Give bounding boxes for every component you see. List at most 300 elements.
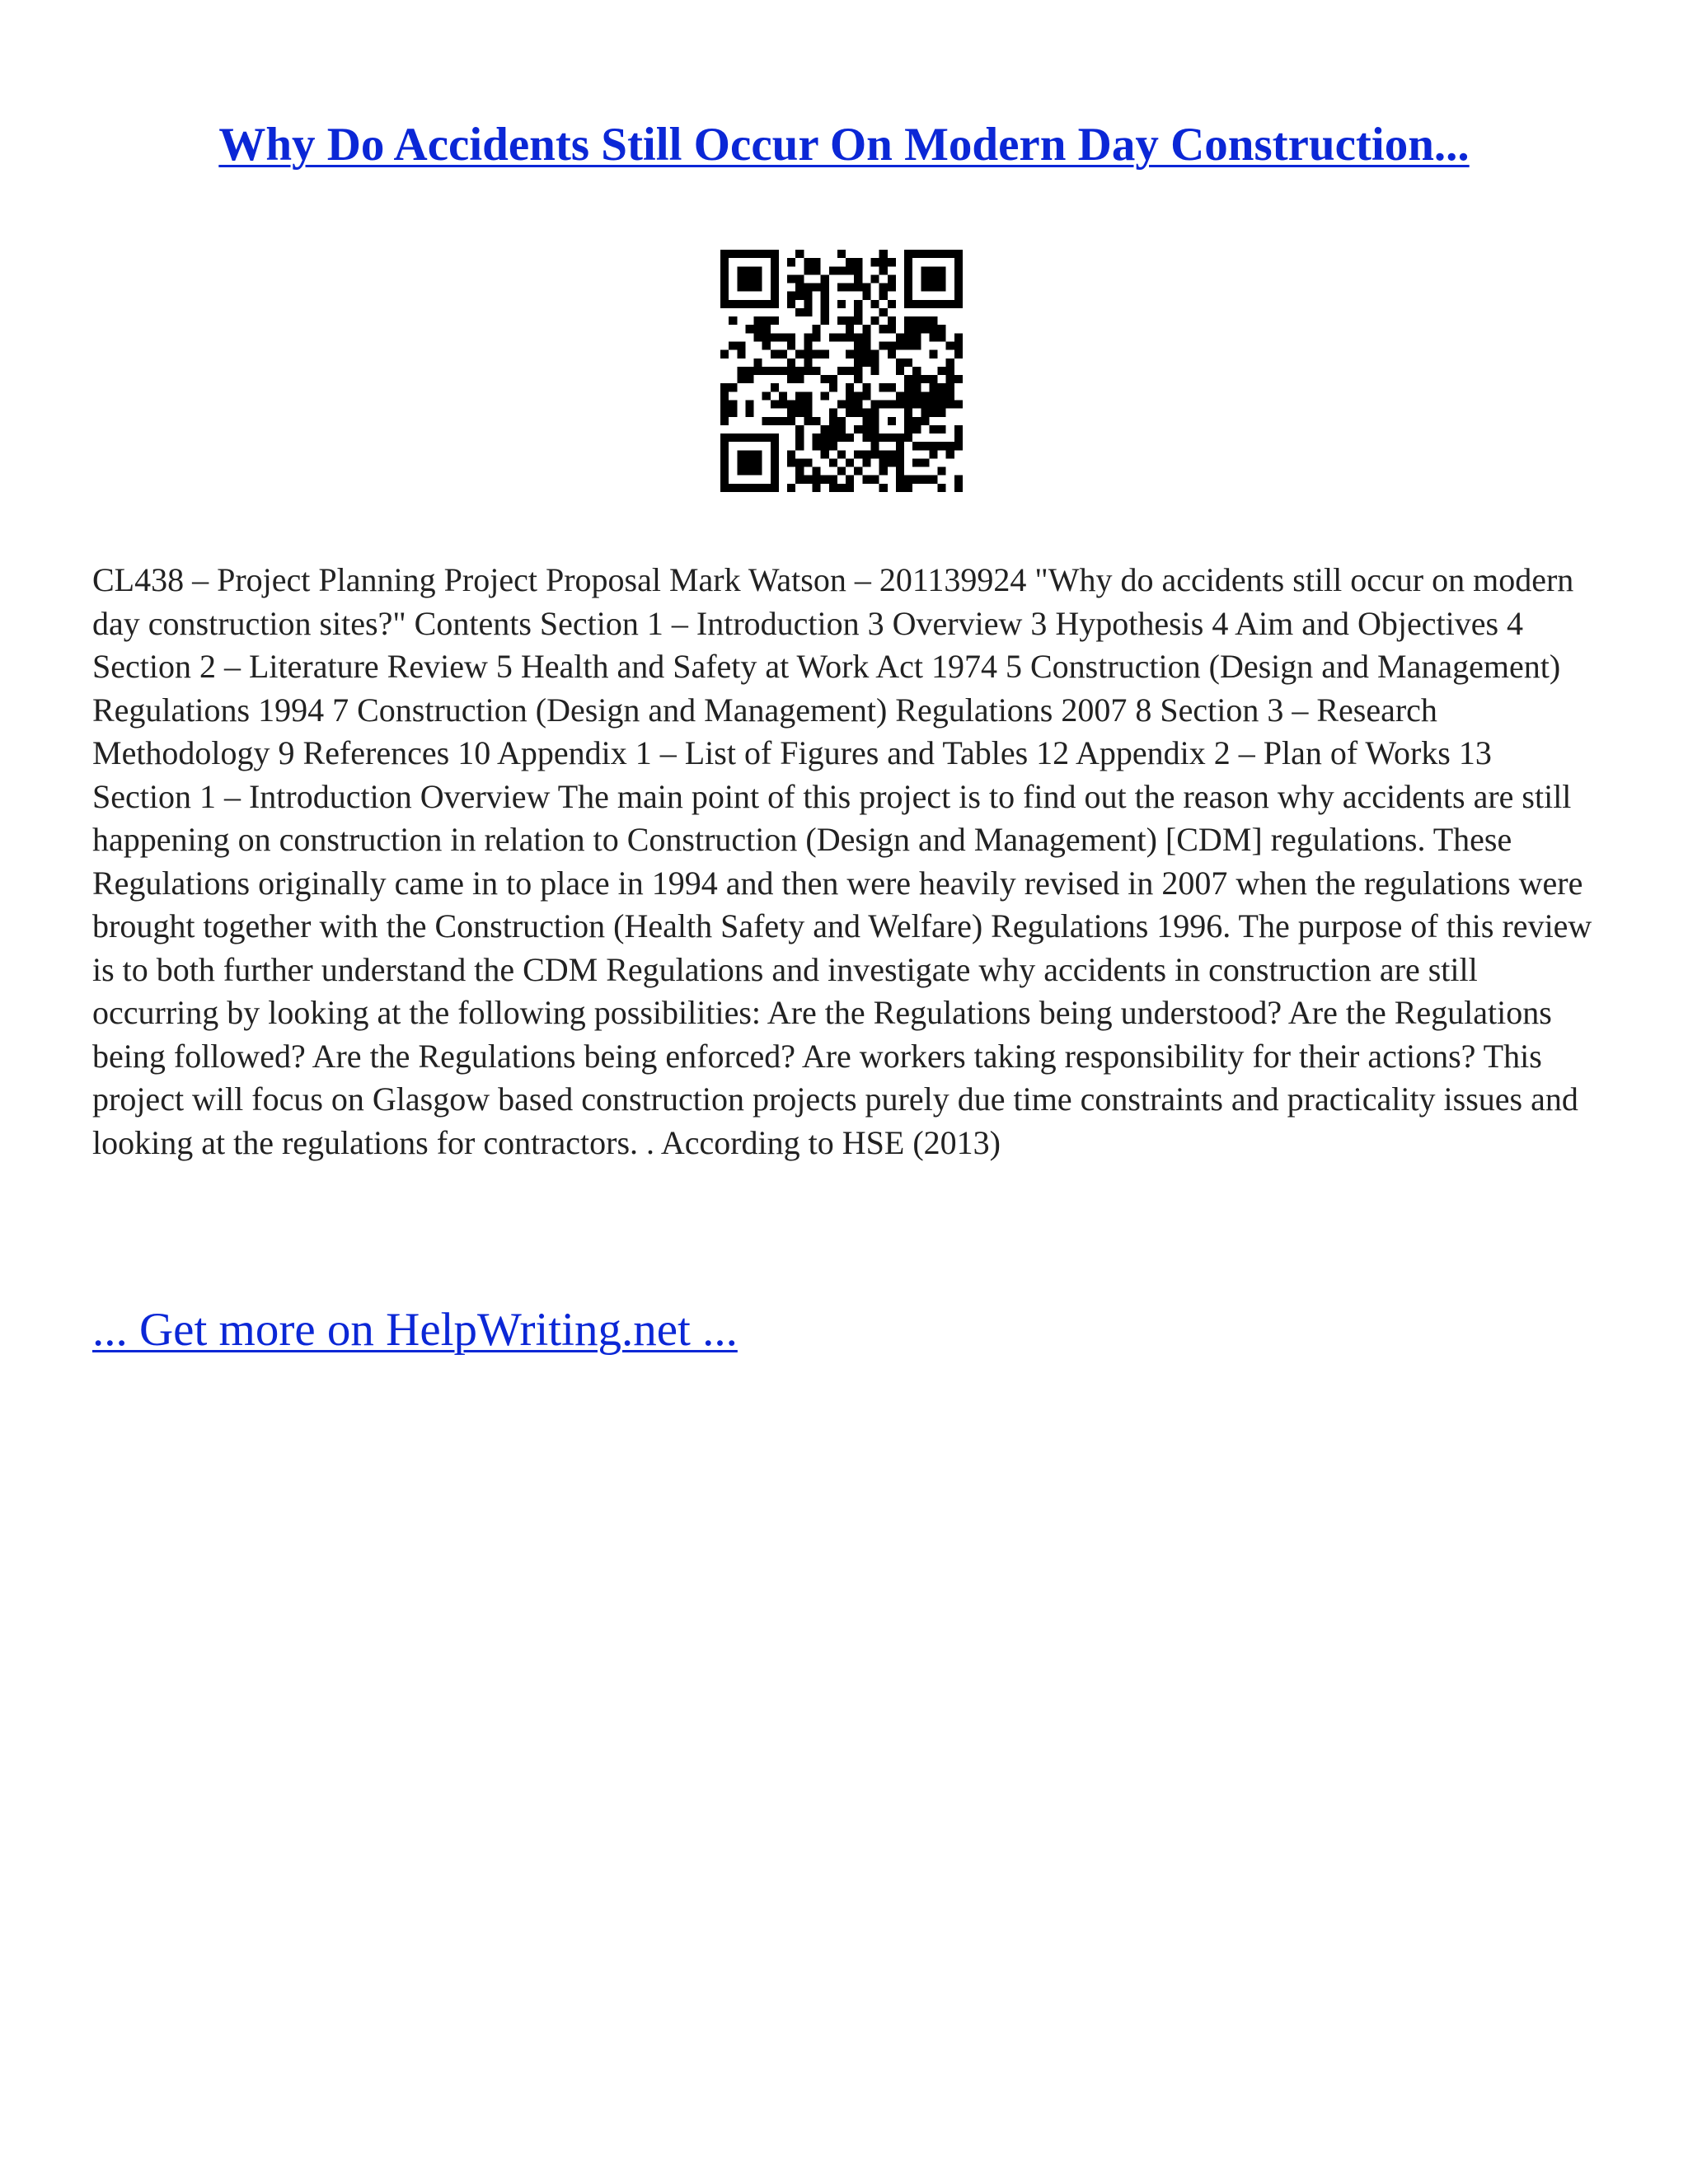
qr-module <box>904 375 912 383</box>
qr-module <box>921 409 929 417</box>
qr-module <box>787 333 795 341</box>
qr-module <box>829 383 837 391</box>
qr-module <box>754 266 762 274</box>
qr-module <box>762 484 771 492</box>
qr-module <box>938 333 946 341</box>
qr-module <box>829 375 837 383</box>
qr-module <box>904 266 912 274</box>
qr-module <box>821 425 829 434</box>
qr-module <box>946 300 954 308</box>
qr-module <box>745 400 753 408</box>
qr-module <box>787 417 795 425</box>
qr-module <box>745 284 753 292</box>
qr-module <box>737 484 745 492</box>
qr-module <box>837 484 846 492</box>
qr-module <box>904 476 912 484</box>
qr-module <box>821 292 829 300</box>
qr-module <box>745 484 753 492</box>
qr-module <box>846 391 854 400</box>
qr-module <box>829 409 837 417</box>
qr-module <box>795 367 804 375</box>
qr-module <box>862 292 870 300</box>
qr-module <box>846 434 854 442</box>
qr-module <box>771 316 779 325</box>
qr-module <box>921 442 929 450</box>
qr-module <box>754 359 762 367</box>
qr-module <box>888 417 896 425</box>
qr-module <box>745 250 753 258</box>
qr-module <box>904 391 912 400</box>
qr-module <box>795 434 804 442</box>
qr-module <box>896 484 904 492</box>
qr-module <box>720 417 729 425</box>
qr-module <box>829 442 837 450</box>
qr-module <box>862 359 870 367</box>
qr-module <box>804 367 812 375</box>
qr-module <box>829 425 837 434</box>
qr-module <box>938 409 946 417</box>
qr-module <box>846 458 854 466</box>
qr-module <box>938 391 946 400</box>
qr-module <box>879 434 888 442</box>
qr-module <box>804 258 812 266</box>
qr-module <box>929 274 937 283</box>
qr-module <box>737 350 745 359</box>
qr-module <box>912 383 921 391</box>
qr-module <box>946 391 954 400</box>
qr-module <box>938 442 946 450</box>
qr-module <box>846 383 854 391</box>
qr-module <box>729 484 737 492</box>
qr-module <box>888 434 896 442</box>
qr-module <box>896 434 904 442</box>
qr-module <box>804 409 812 417</box>
qr-module <box>795 284 804 292</box>
qr-module <box>904 383 912 391</box>
qr-module <box>720 391 729 400</box>
qr-module <box>896 391 904 400</box>
qr-module <box>929 425 937 434</box>
qr-module <box>771 274 779 283</box>
qr-module <box>804 400 812 408</box>
qr-module <box>720 467 729 476</box>
qr-module <box>745 367 753 375</box>
qr-module <box>912 250 921 258</box>
qr-module <box>862 434 870 442</box>
qr-module <box>754 274 762 283</box>
qr-module <box>879 400 888 408</box>
qr-module <box>829 333 837 341</box>
qr-module <box>787 367 795 375</box>
qr-module <box>904 417 912 425</box>
qr-module <box>954 284 963 292</box>
qr-module <box>954 274 963 283</box>
qr-module <box>846 325 854 333</box>
qr-module <box>804 300 812 308</box>
qr-module <box>804 359 812 367</box>
qr-module <box>954 333 963 341</box>
qr-module <box>954 342 963 350</box>
qr-module <box>720 266 729 274</box>
qr-module <box>904 400 912 408</box>
qr-module <box>813 258 821 266</box>
qr-module <box>938 284 946 292</box>
qr-module <box>795 442 804 450</box>
qr-module <box>888 316 896 325</box>
qr-module <box>862 342 870 350</box>
qr-module <box>954 250 963 258</box>
qr-module <box>904 274 912 283</box>
qr-module <box>779 350 787 359</box>
qr-module <box>795 409 804 417</box>
qr-module <box>879 484 888 492</box>
qr-module <box>929 450 937 458</box>
qr-module <box>787 400 795 408</box>
qr-module <box>762 300 771 308</box>
qr-module <box>795 292 804 300</box>
qr-module <box>929 383 937 391</box>
qr-module <box>896 342 904 350</box>
qr-module <box>795 400 804 408</box>
qr-module <box>846 484 854 492</box>
qr-module <box>946 375 954 383</box>
qr-module <box>729 409 737 417</box>
qr-module <box>762 316 771 325</box>
qr-module <box>813 284 821 292</box>
qr-module <box>737 375 745 383</box>
qr-module <box>879 450 888 458</box>
qr-module <box>745 458 753 466</box>
qr-module <box>787 300 795 308</box>
qr-module <box>921 250 929 258</box>
qr-module <box>879 383 888 391</box>
qr-module <box>829 266 837 274</box>
qr-module <box>870 300 879 308</box>
qr-module <box>904 359 912 367</box>
qr-module <box>862 450 870 458</box>
qr-module <box>870 442 879 450</box>
qr-module <box>813 484 821 492</box>
qr-module <box>771 266 779 274</box>
qr-module <box>896 359 904 367</box>
qr-module <box>846 258 854 266</box>
qr-module <box>795 391 804 400</box>
qr-module <box>762 367 771 375</box>
qr-module <box>729 300 737 308</box>
document-body-text: CL438 – Project Planning Project Proposal Mark Watson – 201139924 "Why do accidents still occur on modern day construction sites?" Contents Section 1 – Introduction 3 Overview 3 Hypothesis 4 Aim and Objectives 4 Section 2 – Literature Review 5 Health and Safety at Work Act 1974 5 Construction (Design and Management) Regulations 1994 7 Construction (Design and Management) Regulations 2007 8 Section 3 – Research Methodology 9 References 10 Appendix 1 – List of Figures and Tables 12 Appendix 2 – Plan of Works 13 Section 1 – Introduction Overview The main point of this project is to find out the reason why accidents are still happening on construction in relation to Construction (Design and Management) [CDM] regulations. These Regulations originally came in to place in 1994 and then were heavily revised in 2007 when the regulations were brought together with the Construction (Health Safety and Welfare) Regulations 1996. The purpose of this review is to both further understand the CDM Regulations and investigate why accidents in construction are still occurring by looking at the following possibilities: Are the Regulations being understood? Are the Regulations being followed? Are the Regulations being enforced? Are workers taking responsibility for their actions? This project will focus on Glasgow based construction projects purely due time constraints and practicality issues and looking at the regulations for contractors. . According to HSE (2013) <box>92 561 1592 1161</box>
qr-module <box>771 350 779 359</box>
qr-module <box>729 342 737 350</box>
qr-module <box>720 484 729 492</box>
qr-module <box>779 417 787 425</box>
qr-module <box>737 300 745 308</box>
qr-module <box>954 442 963 450</box>
qr-module <box>813 442 821 450</box>
qr-module <box>896 476 904 484</box>
qr-module <box>821 391 829 400</box>
qr-module <box>888 450 896 458</box>
qr-module <box>912 417 921 425</box>
qr-module <box>912 300 921 308</box>
qr-module <box>837 300 846 308</box>
qr-module <box>754 325 762 333</box>
qr-module <box>954 258 963 266</box>
qr-module <box>720 284 729 292</box>
qr-module <box>921 375 929 383</box>
qr-module <box>912 458 921 466</box>
qr-module <box>862 284 870 292</box>
qr-module <box>720 442 729 450</box>
qr-module <box>829 476 837 484</box>
qr-module <box>720 300 729 308</box>
qr-module <box>896 458 904 466</box>
qr-module <box>737 450 745 458</box>
qr-module <box>938 250 946 258</box>
qr-module <box>837 425 846 434</box>
qr-module <box>762 250 771 258</box>
qr-module <box>737 434 745 442</box>
qr-module <box>745 375 753 383</box>
qr-module <box>879 258 888 266</box>
qr-module <box>904 333 912 341</box>
qr-module <box>904 434 912 442</box>
qr-module <box>787 274 795 283</box>
qr-module <box>904 284 912 292</box>
qr-module <box>737 458 745 466</box>
qr-module <box>929 391 937 400</box>
qr-module <box>837 417 846 425</box>
qr-module <box>946 367 954 375</box>
qr-module <box>938 425 946 434</box>
qr-module <box>771 434 779 442</box>
qr-module <box>921 325 929 333</box>
qr-module <box>837 450 846 458</box>
qr-module <box>938 367 946 375</box>
qr-module <box>921 417 929 425</box>
qr-module <box>929 442 937 450</box>
qr-module <box>879 266 888 274</box>
qr-module <box>846 266 854 274</box>
qr-module <box>912 333 921 341</box>
qr-module <box>912 391 921 400</box>
qr-module <box>896 367 904 375</box>
qr-module <box>870 316 879 325</box>
qr-module <box>904 316 912 325</box>
qr-module <box>929 350 937 359</box>
qr-module <box>779 367 787 375</box>
qr-module <box>771 383 779 391</box>
qr-module <box>904 300 912 308</box>
qr-module <box>804 342 812 350</box>
qr-module <box>879 308 888 316</box>
qr-module <box>771 300 779 308</box>
qr-module <box>921 476 929 484</box>
qr-module <box>912 316 921 325</box>
qr-module <box>938 274 946 283</box>
qr-module <box>795 250 804 258</box>
qr-module <box>729 434 737 442</box>
qr-module <box>946 400 954 408</box>
qr-module <box>762 333 771 341</box>
qr-module <box>771 367 779 375</box>
qr-module <box>821 274 829 283</box>
qr-module <box>921 400 929 408</box>
qr-module <box>804 391 812 400</box>
qr-module <box>771 442 779 450</box>
qr-module <box>888 458 896 466</box>
qr-module <box>771 467 779 476</box>
qr-module <box>938 467 946 476</box>
qr-module <box>821 308 829 316</box>
qr-module <box>854 367 862 375</box>
qr-module <box>837 367 846 375</box>
qr-module <box>929 266 937 274</box>
qr-module <box>954 266 963 274</box>
qr-module <box>904 342 912 350</box>
qr-module <box>854 258 862 266</box>
qr-module <box>904 250 912 258</box>
qr-module <box>854 450 862 458</box>
qr-module <box>813 333 821 341</box>
qr-module <box>754 333 762 341</box>
qr-module <box>921 266 929 274</box>
qr-module <box>870 409 879 417</box>
qr-module <box>938 383 946 391</box>
qr-module <box>737 342 745 350</box>
qr-module <box>787 484 795 492</box>
qr-module <box>745 300 753 308</box>
qr-module <box>912 325 921 333</box>
qr-module <box>771 284 779 292</box>
qr-module <box>754 450 762 458</box>
qr-module <box>737 266 745 274</box>
qr-module <box>854 467 862 476</box>
qr-module <box>854 350 862 359</box>
qr-module <box>720 274 729 283</box>
qr-module <box>854 359 862 367</box>
qr-module <box>862 476 870 484</box>
qr-module <box>771 484 779 492</box>
qr-module <box>879 458 888 466</box>
qr-module <box>745 325 753 333</box>
qr-module <box>795 350 804 359</box>
qr-module <box>854 316 862 325</box>
qr-module <box>720 434 729 442</box>
qr-module <box>870 400 879 408</box>
qr-module <box>888 400 896 408</box>
qr-module <box>912 425 921 434</box>
qr-module <box>946 250 954 258</box>
qr-module <box>821 442 829 450</box>
qr-module <box>904 484 912 492</box>
qr-module <box>912 400 921 408</box>
qr-module <box>813 350 821 359</box>
qr-module <box>813 467 821 476</box>
qr-module <box>896 450 904 458</box>
qr-module <box>829 458 837 466</box>
qr-module <box>720 292 729 300</box>
qr-module <box>762 391 771 400</box>
qr-module <box>854 308 862 316</box>
qr-module <box>829 484 837 492</box>
qr-module <box>904 409 912 417</box>
qr-module <box>771 333 779 341</box>
qr-module <box>804 266 812 274</box>
qr-module <box>854 409 862 417</box>
qr-module <box>954 350 963 359</box>
qr-module <box>729 383 737 391</box>
qr-module <box>862 409 870 417</box>
qr-code-icon <box>720 250 963 492</box>
qr-module <box>888 342 896 350</box>
qr-module <box>837 266 846 274</box>
qr-module <box>921 300 929 308</box>
qr-module <box>896 442 904 450</box>
qr-module <box>745 274 753 283</box>
qr-module <box>854 400 862 408</box>
qr-module <box>813 367 821 375</box>
qr-module <box>954 484 963 492</box>
qr-module <box>720 476 729 484</box>
qr-module <box>888 284 896 292</box>
qr-module <box>837 400 846 408</box>
qr-module <box>720 409 729 417</box>
qr-module <box>921 458 929 466</box>
qr-module <box>720 250 729 258</box>
qr-module <box>787 359 795 367</box>
qr-module <box>837 434 846 442</box>
qr-module <box>729 316 737 325</box>
qr-module <box>771 250 779 258</box>
qr-module <box>870 450 879 458</box>
qr-module <box>896 467 904 476</box>
qr-module <box>754 300 762 308</box>
qr-module <box>929 375 937 383</box>
qr-module <box>870 258 879 266</box>
qr-module <box>929 316 937 325</box>
qr-module <box>879 325 888 333</box>
title-container <box>92 112 1596 178</box>
qr-module <box>804 284 812 292</box>
qr-module <box>929 300 937 308</box>
qr-module <box>804 308 812 316</box>
qr-module <box>929 476 937 484</box>
qr-module <box>771 450 779 458</box>
qr-module <box>745 450 753 458</box>
qr-module <box>771 476 779 484</box>
qr-module <box>946 450 954 458</box>
qr-module <box>879 342 888 350</box>
qr-module <box>929 250 937 258</box>
qr-module <box>762 434 771 442</box>
qr-module <box>795 375 804 383</box>
qr-module <box>771 400 779 408</box>
qr-module <box>846 316 854 325</box>
qr-module <box>888 350 896 359</box>
qr-module <box>862 458 870 466</box>
qr-module <box>954 292 963 300</box>
get-more-link[interactable]: ... Get more on HelpWriting.net ... <box>92 1304 738 1356</box>
qr-module <box>846 350 854 359</box>
qr-module <box>821 375 829 383</box>
qr-module <box>854 333 862 341</box>
qr-module <box>904 425 912 434</box>
qr-module <box>821 300 829 308</box>
page-title-link[interactable]: Why Do Accidents Still Occur On Modern Day Construction... <box>218 119 1470 171</box>
qr-module <box>946 359 954 367</box>
qr-module <box>804 292 812 300</box>
qr-module <box>954 476 963 484</box>
